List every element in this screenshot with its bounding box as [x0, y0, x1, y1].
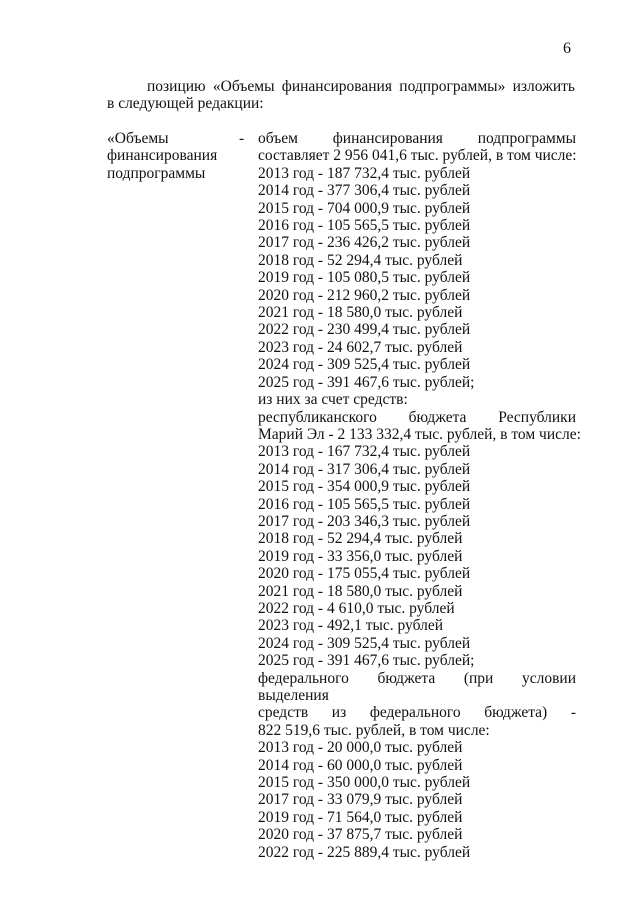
financing-content — [258, 130, 581, 861]
content-line: 2015 год - 350 000,0 тыс. рублей — [258, 774, 471, 792]
content-line: 2015 год - 704 000,9 тыс. рублей — [258, 199, 471, 217]
content-line: объем финансирования подпрограммы — [258, 130, 576, 147]
financing-label — [107, 130, 237, 182]
content-line: 2025 год - 391 467,6 тыс. рублей; — [258, 652, 475, 670]
intro-line-2: в следующей редакции: — [107, 95, 264, 113]
content-line: 2013 год - 20 000,0 тыс. рублей — [258, 739, 463, 757]
content-line: из них за счет средств: — [258, 391, 408, 409]
content-line: 2018 год - 52 294,4 тыс. рублей — [258, 251, 463, 269]
content-line: 2013 год - 167 732,4 тыс. рублей — [258, 443, 471, 461]
content-line: 2022 год - 225 889,4 тыс. рублей — [258, 843, 471, 861]
content-line: 2020 год - 175 055,4 тыс. рублей — [258, 565, 471, 583]
content-line: 2025 год - 391 467,6 тыс. рублей; — [258, 373, 475, 391]
content-line: 2013 год - 187 732,4 тыс. рублей — [258, 164, 471, 182]
content-line: 2019 год - 33 356,0 тыс. рублей — [258, 547, 463, 565]
content-line: 2014 год - 377 306,4 тыс. рублей — [258, 182, 471, 200]
content-line: средств из федерального бюджета) - — [258, 704, 576, 722]
content-line: 2020 год - 212 960,2 тыс. рублей — [258, 286, 471, 304]
content-line: 2018 год - 52 294,4 тыс. рублей — [258, 530, 463, 548]
content-line: 2014 год - 317 306,4 тыс. рублей — [258, 460, 471, 478]
content-line: 2020 год - 37 875,7 тыс. рублей — [258, 826, 463, 844]
content-line: 2019 год - 105 080,5 тыс. рублей — [258, 269, 471, 287]
label-dash: - — [239, 130, 245, 147]
content-line: 2023 год - 492,1 тыс. рублей — [258, 617, 444, 635]
content-line: 2016 год - 105 565,5 тыс. рублей — [258, 217, 471, 235]
label-line: «Объемы — [107, 130, 169, 147]
label-line: финансирования — [107, 147, 218, 165]
content-line: 2016 год - 105 565,5 тыс. рублей — [258, 495, 471, 513]
content-line: 2021 год - 18 580,0 тыс. рублей — [258, 304, 463, 322]
content-line: 2015 год - 354 000,9 тыс. рублей — [258, 478, 471, 496]
content-line: республиканского бюджета Республики — [258, 408, 576, 426]
content-line: 2017 год - 203 346,3 тыс. рублей — [258, 512, 471, 530]
content-line: 2022 год - 4 610,0 тыс. рублей — [258, 599, 455, 617]
content-line: 2017 год - 33 079,9 тыс. рублей — [258, 791, 463, 809]
content-line: 2014 год - 60 000,0 тыс. рублей — [258, 756, 463, 774]
content-line: 2019 год - 71 564,0 тыс. рублей — [258, 808, 463, 826]
content-line: 2024 год - 309 525,4 тыс. рублей — [258, 356, 471, 374]
content-line: составляет 2 956 041,6 тыс. рублей, в том числе: — [258, 147, 577, 165]
content-line: 2024 год - 309 525,4 тыс. рублей — [258, 634, 471, 652]
content-line: Марий Эл - 2 133 332,4 тыс. рублей, в том числе: — [258, 425, 581, 443]
content-line: 2017 год - 236 426,2 тыс. рублей — [258, 234, 471, 252]
content-line: 822 519,6 тыс. рублей, в том числе: — [258, 721, 490, 739]
content-line: федерального бюджета (при условии выделения — [258, 669, 576, 704]
content-line: 2021 год - 18 580,0 тыс. рублей — [258, 582, 463, 600]
page-number: 6 — [563, 40, 571, 57]
intro-line-1: позицию «Объемы финансирования подпрограммы» изложить — [147, 78, 575, 95]
intro-paragraph — [107, 78, 575, 113]
content-line: 2023 год - 24 602,7 тыс. рублей — [258, 338, 463, 356]
label-line: подпрограммы — [107, 164, 206, 182]
content-line: 2022 год - 230 499,4 тыс. рублей — [258, 321, 471, 339]
